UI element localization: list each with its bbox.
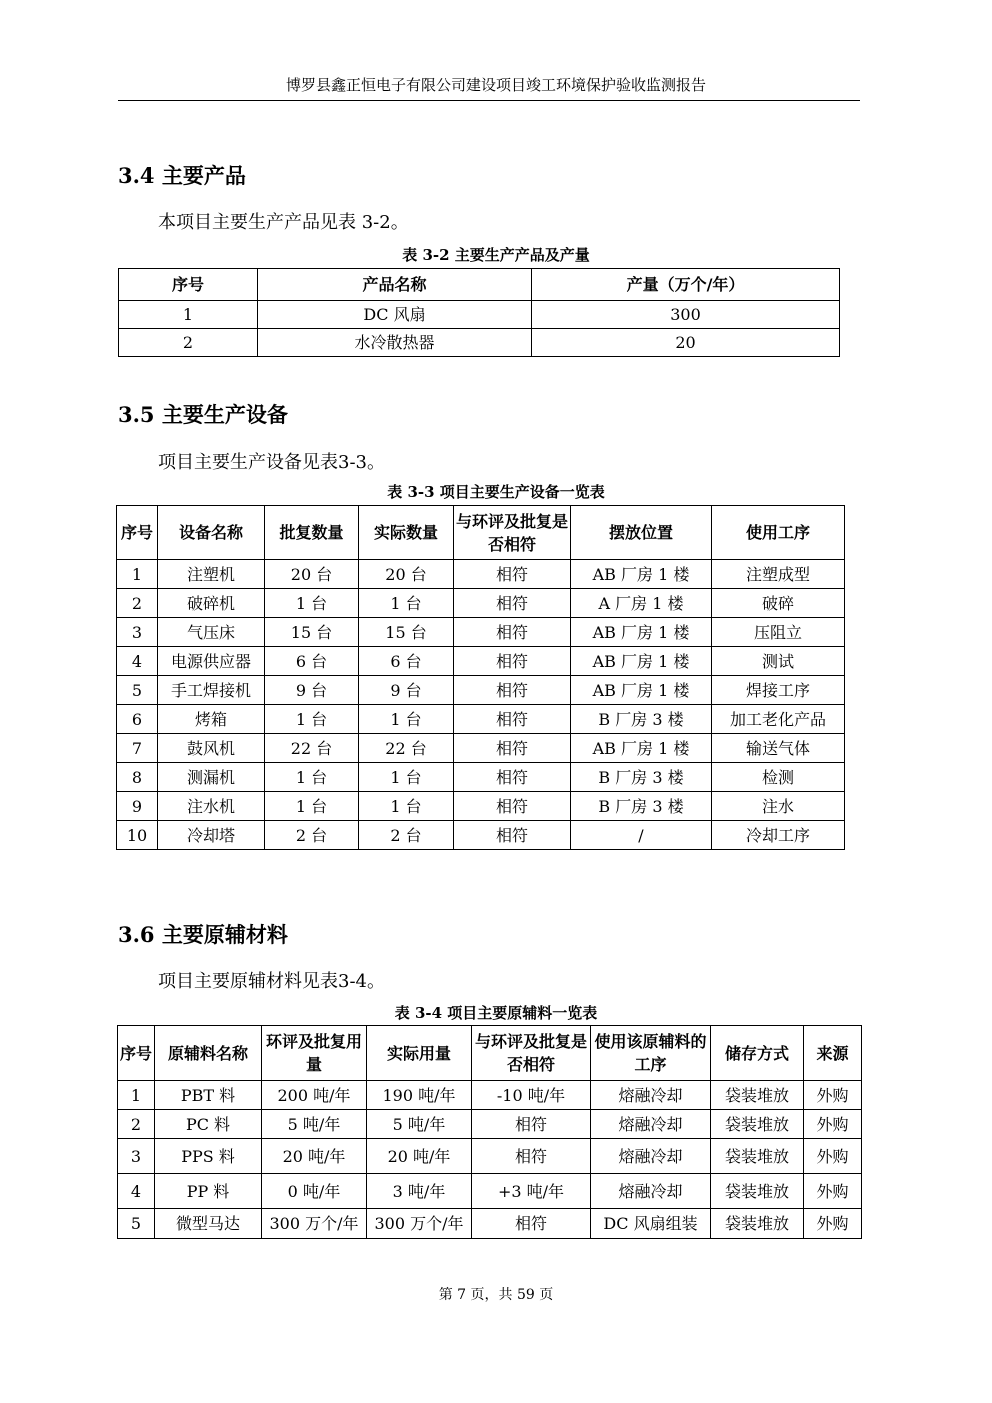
table-cell: 6 <box>117 705 158 734</box>
table-row <box>117 589 845 618</box>
table-row <box>117 821 845 850</box>
table-cell: 0 吨/年 <box>262 1174 367 1209</box>
table-cell: / <box>571 821 712 850</box>
table-cell: 20 吨/年 <box>367 1139 472 1174</box>
table-cell: 烤箱 <box>158 705 265 734</box>
table-3-3 <box>116 505 845 850</box>
table-cell: 2 <box>117 589 158 618</box>
table-3-4-caption: 表 3-4 项目主要原辅料一览表 <box>394 1004 598 1022</box>
table-cell: -10 吨/年 <box>472 1081 591 1110</box>
table-cell: 20 台 <box>359 560 454 589</box>
table-cell: 3 <box>118 1139 155 1174</box>
table-cell: 相符 <box>454 589 571 618</box>
table-header-cell: 来源 <box>804 1026 862 1081</box>
table-cell: 6 台 <box>359 647 454 676</box>
table-header-cell: 序号 <box>117 506 158 560</box>
table-cell: 相符 <box>472 1110 591 1139</box>
table-cell: 微型马达 <box>155 1209 262 1239</box>
table-cell: AB 厂房 1 楼 <box>571 647 712 676</box>
table-cell: 1 <box>118 1081 155 1110</box>
table-cell: 1 台 <box>265 792 359 821</box>
table-cell: 1 台 <box>265 763 359 792</box>
table-cell: 相符 <box>454 821 571 850</box>
table-header-cell: 环评及批复用量 <box>262 1026 367 1081</box>
table-cell: B 厂房 3 楼 <box>571 763 712 792</box>
table-cell: 袋装堆放 <box>711 1110 804 1139</box>
table-cell: 注水 <box>712 792 845 821</box>
table-cell: 袋装堆放 <box>711 1081 804 1110</box>
table-header-cell: 批复数量 <box>265 506 359 560</box>
table-cell: 200 吨/年 <box>262 1081 367 1110</box>
table-cell: 测试 <box>712 647 845 676</box>
header-rule <box>118 100 860 101</box>
table-cell: 2 台 <box>265 821 359 850</box>
page-header: 博罗县鑫正恒电子有限公司建设项目竣工环境保护验收监测报告 <box>285 76 706 94</box>
table-cell: 水冷散热器 <box>258 329 532 357</box>
table-header-cell: 使用该原辅料的工序 <box>591 1026 711 1081</box>
table-row <box>118 1081 862 1110</box>
table-cell: DC 风扇 <box>258 301 532 329</box>
table-cell: 相符 <box>454 560 571 589</box>
table-cell: 2 <box>119 329 258 357</box>
table-row <box>118 1110 862 1139</box>
table-cell: 相符 <box>472 1139 591 1174</box>
section-3-4-heading: 3.4 主要产品 <box>118 163 246 188</box>
table-cell: 检测 <box>712 763 845 792</box>
table-cell: 190 吨/年 <box>367 1081 472 1110</box>
table-cell: 冷却工序 <box>712 821 845 850</box>
table-cell: 外购 <box>804 1081 862 1110</box>
section-3-5-intro: 项目主要生产设备见表3-3。 <box>158 452 385 473</box>
table-cell: 15 台 <box>359 618 454 647</box>
table-cell: 1 台 <box>265 589 359 618</box>
table-cell: 20 台 <box>265 560 359 589</box>
table-cell: 袋装堆放 <box>711 1139 804 1174</box>
table-cell: 3 <box>117 618 158 647</box>
table-cell: PBT 料 <box>155 1081 262 1110</box>
table-cell: AB 厂房 1 楼 <box>571 676 712 705</box>
table-cell: 1 <box>117 560 158 589</box>
table-header-cell: 使用工序 <box>712 506 845 560</box>
table-cell: 10 <box>117 821 158 850</box>
table-header-cell: 与环评及批复是否相符 <box>454 506 571 560</box>
table-cell: PP 料 <box>155 1174 262 1209</box>
table-row <box>117 560 845 589</box>
table-cell: 5 吨/年 <box>262 1110 367 1139</box>
table-cell: 4 <box>117 647 158 676</box>
table-cell: 2 台 <box>359 821 454 850</box>
table-cell: 相符 <box>454 705 571 734</box>
table-row <box>117 676 845 705</box>
table-header-cell: 产品名称 <box>258 269 532 301</box>
table-cell: A 厂房 1 楼 <box>571 589 712 618</box>
table-header-cell: 实际数量 <box>359 506 454 560</box>
table-cell: 9 台 <box>265 676 359 705</box>
table-cell: 相符 <box>454 647 571 676</box>
table-3-4 <box>117 1025 862 1239</box>
table-row <box>117 792 845 821</box>
table-3-3-caption: 表 3-3 项目主要生产设备一览表 <box>387 483 605 501</box>
table-cell: 300 万个/年 <box>367 1209 472 1239</box>
table-cell: 4 <box>118 1174 155 1209</box>
table-cell: 20 <box>532 329 840 357</box>
table-3-2 <box>118 268 840 357</box>
table-cell: 1 <box>119 301 258 329</box>
table-cell: 加工老化产品 <box>712 705 845 734</box>
table-cell: 3 吨/年 <box>367 1174 472 1209</box>
table-cell: 15 台 <box>265 618 359 647</box>
table-cell: 1 台 <box>359 792 454 821</box>
table-header-cell: 序号 <box>119 269 258 301</box>
table-cell: 手工焊接机 <box>158 676 265 705</box>
table-cell: 破碎机 <box>158 589 265 618</box>
table-cell: 6 台 <box>265 647 359 676</box>
table-cell: 22 台 <box>359 734 454 763</box>
table-header-cell: 实际用量 <box>367 1026 472 1081</box>
table-cell: 1 台 <box>359 705 454 734</box>
table-cell: AB 厂房 1 楼 <box>571 618 712 647</box>
table-header-cell: 原辅料名称 <box>155 1026 262 1081</box>
table-row <box>117 618 845 647</box>
table-cell: 22 台 <box>265 734 359 763</box>
table-cell: B 厂房 3 楼 <box>571 792 712 821</box>
table-cell: 7 <box>117 734 158 763</box>
table-row <box>117 763 845 792</box>
table-cell: 熔融冷却 <box>591 1174 711 1209</box>
table-row <box>119 301 840 329</box>
table-row <box>118 1209 862 1239</box>
table-header-cell: 设备名称 <box>158 506 265 560</box>
table-cell: 5 <box>117 676 158 705</box>
table-cell: PPS 料 <box>155 1139 262 1174</box>
table-cell: 破碎 <box>712 589 845 618</box>
table-header-cell: 储存方式 <box>711 1026 804 1081</box>
section-3-6-heading: 3.6 主要原辅材料 <box>118 922 288 947</box>
table-cell: 相符 <box>454 792 571 821</box>
table-cell: 注水机 <box>158 792 265 821</box>
table-cell: 相符 <box>454 763 571 792</box>
table-cell: +3 吨/年 <box>472 1174 591 1209</box>
table-row <box>119 329 840 357</box>
section-3-4-intro: 本项目主要生产产品见表 3-2。 <box>158 212 409 233</box>
table-cell: AB 厂房 1 楼 <box>571 560 712 589</box>
section-3-5-heading: 3.5 主要生产设备 <box>118 402 288 427</box>
table-cell: 外购 <box>804 1174 862 1209</box>
table-cell: 相符 <box>472 1209 591 1239</box>
table-header-cell: 序号 <box>118 1026 155 1081</box>
table-cell: 熔融冷却 <box>591 1139 711 1174</box>
table-cell: 注塑成型 <box>712 560 845 589</box>
section-3-6-intro: 项目主要原辅材料见表3-4。 <box>158 971 385 992</box>
table-cell: 袋装堆放 <box>711 1174 804 1209</box>
table-cell: 300 万个/年 <box>262 1209 367 1239</box>
table-cell: 8 <box>117 763 158 792</box>
table-cell: 焊接工序 <box>712 676 845 705</box>
table-header-cell: 产量（万个/年） <box>532 269 840 301</box>
table-cell: 熔融冷却 <box>591 1110 711 1139</box>
table-cell: 熔融冷却 <box>591 1081 711 1110</box>
table-cell: DC 风扇组装 <box>591 1209 711 1239</box>
table-row <box>118 1174 862 1209</box>
table-cell: 20 吨/年 <box>262 1139 367 1174</box>
table-cell: 外购 <box>804 1110 862 1139</box>
table-header-cell: 摆放位置 <box>571 506 712 560</box>
table-cell: AB 厂房 1 楼 <box>571 734 712 763</box>
table-row <box>117 705 845 734</box>
table-cell: B 厂房 3 楼 <box>571 705 712 734</box>
table-cell: 相符 <box>454 618 571 647</box>
table-3-2-caption: 表 3-2 主要生产产品及产量 <box>402 246 590 264</box>
table-cell: 1 台 <box>265 705 359 734</box>
table-cell: 压阻立 <box>712 618 845 647</box>
table-cell: 1 台 <box>359 763 454 792</box>
table-cell: 1 台 <box>359 589 454 618</box>
table-cell: 2 <box>118 1110 155 1139</box>
table-cell: 外购 <box>804 1139 862 1174</box>
table-row <box>117 647 845 676</box>
table-cell: 电源供应器 <box>158 647 265 676</box>
table-cell: 输送气体 <box>712 734 845 763</box>
page-footer: 第 7 页，共 59 页 <box>438 1287 554 1303</box>
table-row <box>117 734 845 763</box>
table-cell: 冷却塔 <box>158 821 265 850</box>
table-cell: 5 吨/年 <box>367 1110 472 1139</box>
table-cell: 9 <box>117 792 158 821</box>
table-cell: 相符 <box>454 734 571 763</box>
table-cell: 300 <box>532 301 840 329</box>
table-cell: 9 台 <box>359 676 454 705</box>
table-cell: 5 <box>118 1209 155 1239</box>
table-cell: 测漏机 <box>158 763 265 792</box>
table-cell: 相符 <box>454 676 571 705</box>
table-header-cell: 与环评及批复是否相符 <box>472 1026 591 1081</box>
table-cell: 外购 <box>804 1209 862 1239</box>
table-cell: 袋装堆放 <box>711 1209 804 1239</box>
table-cell: 注塑机 <box>158 560 265 589</box>
table-row <box>118 1139 862 1174</box>
table-cell: 鼓风机 <box>158 734 265 763</box>
table-cell: 气压床 <box>158 618 265 647</box>
table-cell: PC 料 <box>155 1110 262 1139</box>
